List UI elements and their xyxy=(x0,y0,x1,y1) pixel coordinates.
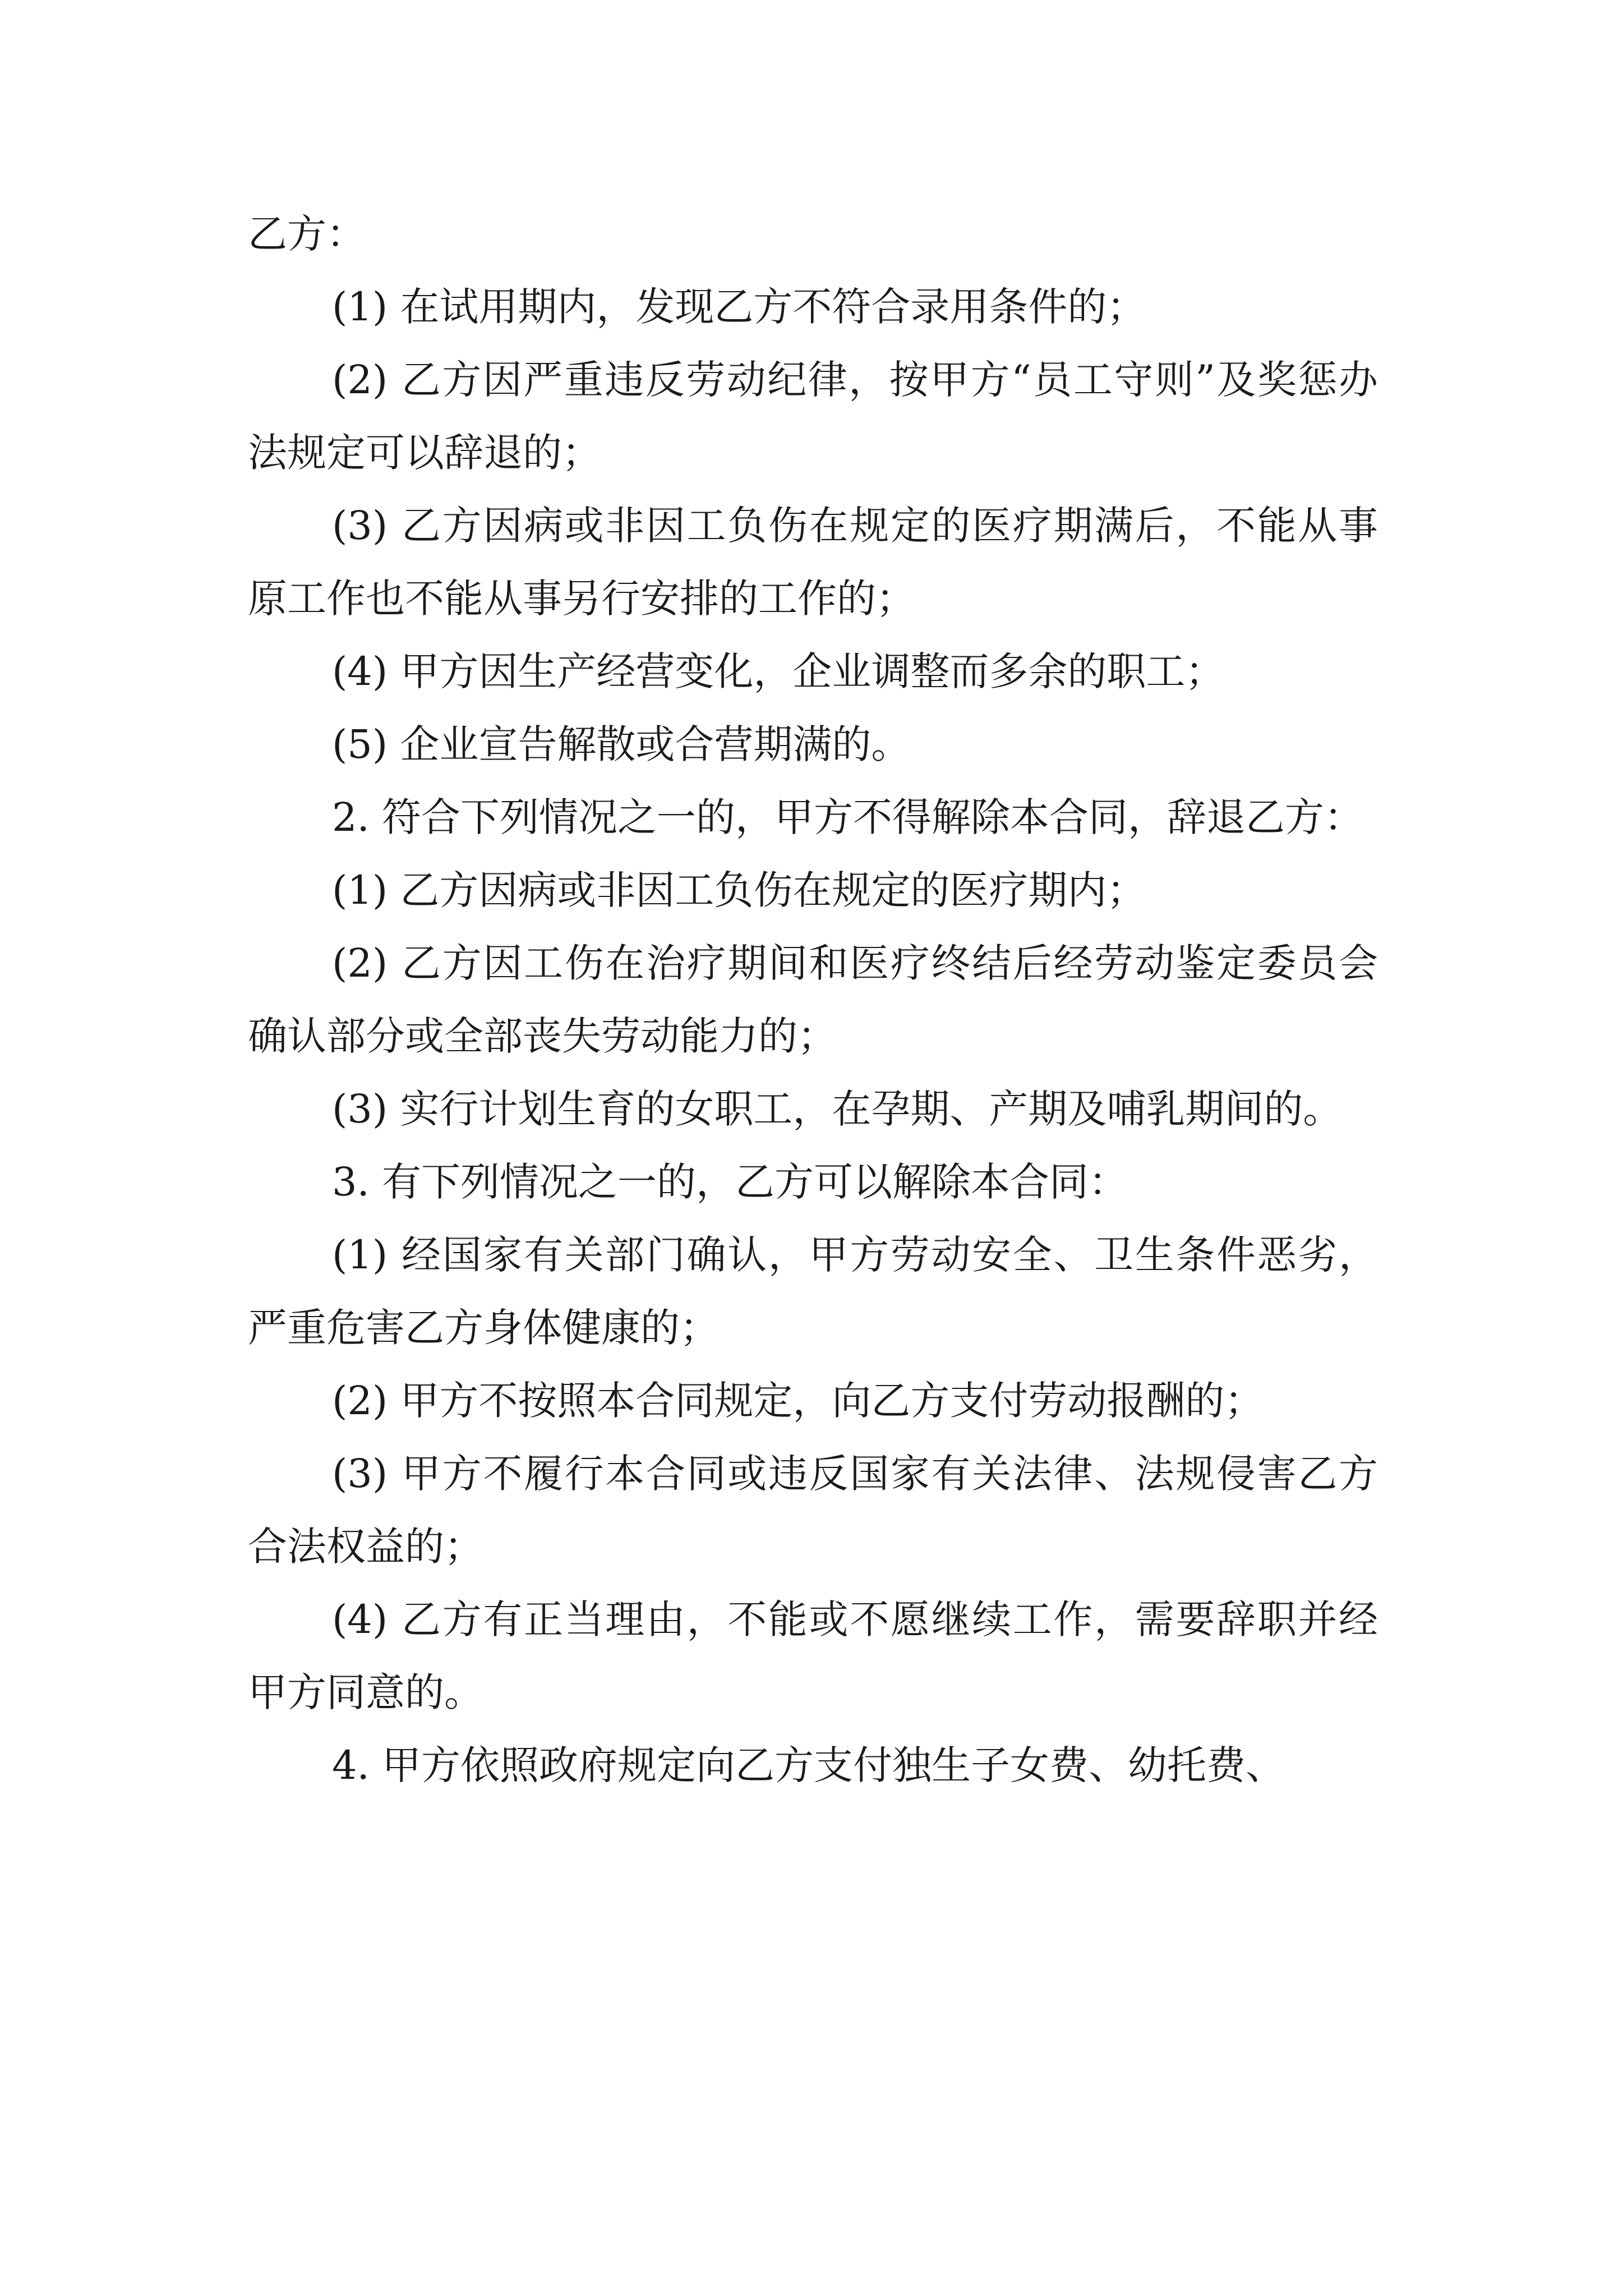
clause-item: (3) 乙方因病或非因工负伤在规定的医疗期满后，不能从事原工作也不能从事另行安排的工作的； xyxy=(248,503,1378,622)
section-heading: 2. 符合下列情况之一的，甲方不得解除本合同，辞退乙方： xyxy=(332,794,1364,840)
section-heading: 3. 有下列情况之一的，乙方可以解除本合同： xyxy=(332,1159,1128,1205)
clause-item: (2) 乙方因严重违反劳动纪律，按甲方“员工守则”及奖惩办法规定可以辞退的； xyxy=(248,357,1378,476)
clause-item: (1) 乙方因病或非因工负伤在规定的医疗期内； xyxy=(332,867,1146,913)
clause-item: (3) 甲方不履行本合同或违反国家有关法律、法规侵害乙方合法权益的； xyxy=(248,1451,1378,1570)
clause-item: (4) 甲方因生产经营变化，企业调整而多余的职工； xyxy=(332,648,1225,694)
clause-item: (1) 经国家有关部门确认，甲方劳动安全、卫生条件恶劣，严重危害乙方身体健康的； xyxy=(248,1232,1378,1351)
paragraph-continuation: 乙方： xyxy=(248,211,366,257)
clause-item: (5) 企业宣告解散或合营期满的。 xyxy=(332,721,911,767)
clause-item: (4) 乙方有正当理由，不能或不愿继续工作，需要辞职并经甲方同意的。 xyxy=(248,1596,1378,1715)
section-heading: 4. 甲方依照政府规定向乙方支付独生子女费、幼托费、 xyxy=(332,1742,1285,1788)
clause-item: (1) 在试用期内，发现乙方不符合录用条件的； xyxy=(332,284,1146,330)
clause-item: (2) 乙方因工伤在治疗期间和医疗终结后经劳动鉴定委员会确认部分或全部丧失劳动能力的； xyxy=(248,940,1378,1059)
document-body xyxy=(248,197,1378,1802)
clause-item: (2) 甲方不按照本合同规定，向乙方支付劳动报酬的； xyxy=(332,1378,1264,1424)
clause-item: (3) 实行计划生育的女职工，在孕期、产期及哺乳期间的。 xyxy=(332,1086,1343,1132)
